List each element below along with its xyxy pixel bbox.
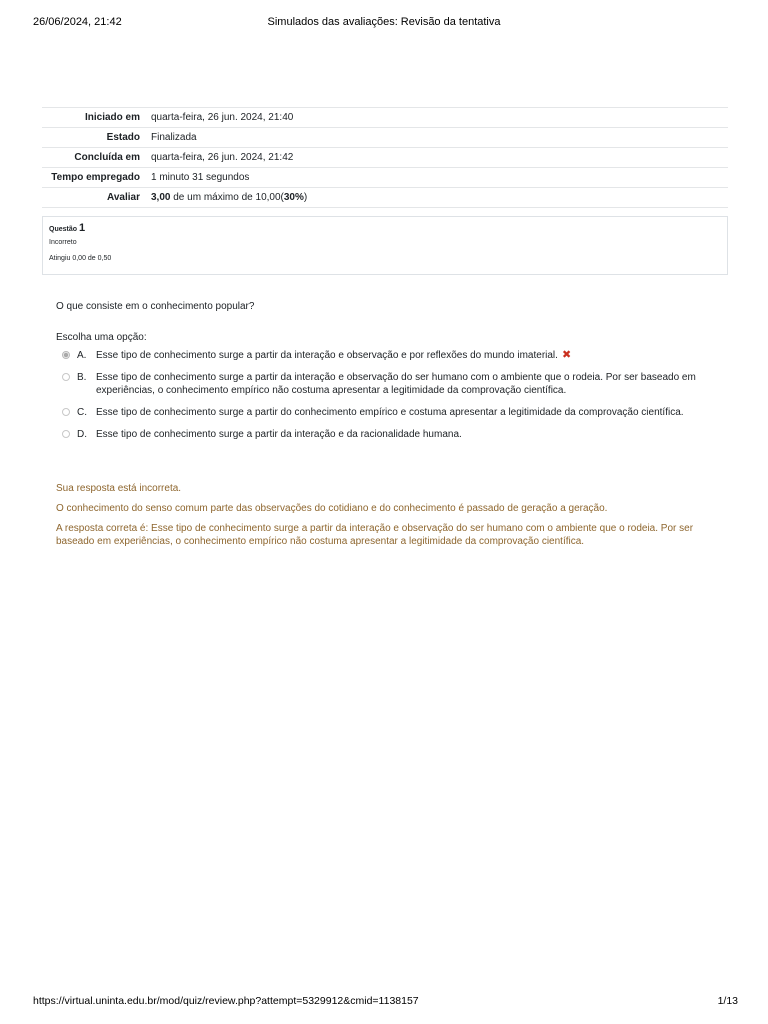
print-datetime: 26/06/2024, 21:42 xyxy=(33,16,122,28)
question-content xyxy=(56,300,716,450)
radio-selected-icon[interactable] xyxy=(62,351,70,359)
summary-value: 1 minuto 31 segundos xyxy=(146,168,728,188)
summary-row-state xyxy=(42,128,728,148)
print-page-title: Simulados das avaliações: Revisão da tentativa xyxy=(267,16,501,28)
answer-text: Esse tipo de conhecimento surge a partir da interação e observação do ser humano com o ambiente que o rodeia. Por ser baseado em experiências, o conhecimento empírico não costuma apresentar a legitimidade da comprovação científica. xyxy=(96,372,696,396)
answer-prompt: Escolha uma opção: xyxy=(56,332,147,343)
grade-value xyxy=(146,188,728,208)
grade-percent: 30% xyxy=(283,192,304,203)
answer-letter: A. xyxy=(77,350,87,361)
feedback-correct-answer: A resposta correta é: Esse tipo de conhecimento surge a partir da interação e observação do ser humano com o ambiente que o rodeia. Por ser baseado em experiências, o conhecimento empírico não costuma apresentar a legitimidade da comprovação científica. xyxy=(56,523,694,547)
grade-score: 3,00 xyxy=(151,192,171,203)
question-label: Questão xyxy=(49,226,78,233)
summary-label: Tempo empregado xyxy=(42,168,146,188)
summary-label: Iniciado em xyxy=(42,108,146,128)
answer-option-c[interactable] xyxy=(56,406,716,419)
summary-value: Finalizada xyxy=(146,128,728,148)
feedback-status: Sua resposta está incorreta. xyxy=(56,483,182,494)
radio-icon[interactable] xyxy=(62,430,70,438)
answer-text: Esse tipo de conhecimento surge a partir da interação e observação e por reflexões do mundo imaterial. xyxy=(96,350,558,361)
radio-icon[interactable] xyxy=(62,408,70,416)
feedback-general: O conhecimento do senso comum parte das observações do cotidiano e do conhecimento é passado de geração a geração. xyxy=(56,503,608,514)
summary-row-time-taken xyxy=(42,168,728,188)
print-header xyxy=(0,16,768,32)
question-number xyxy=(49,223,721,235)
feedback-section xyxy=(56,482,716,555)
radio-icon[interactable] xyxy=(62,373,70,381)
question-state: Incorreto xyxy=(49,239,77,246)
grade-close-paren: ) xyxy=(303,192,308,203)
grade-max-text: de um máximo de 10,00( xyxy=(170,192,284,203)
question-text: O que consiste em o conhecimento popular? xyxy=(56,301,255,312)
summary-label: Estado xyxy=(42,128,146,148)
answer-option-b[interactable] xyxy=(56,371,716,397)
answer-letter: C. xyxy=(77,407,87,418)
summary-value: quarta-feira, 26 jun. 2024, 21:42 xyxy=(146,148,728,168)
print-url: https://virtual.uninta.edu.br/mod/quiz/review.php?attempt=5329912&cmid=1138157 xyxy=(33,995,419,1007)
answer-option-a[interactable] xyxy=(56,349,716,362)
attempt-summary-table xyxy=(42,107,728,208)
summary-value: quarta-feira, 26 jun. 2024, 21:40 xyxy=(146,108,728,128)
summary-row-started xyxy=(42,108,728,128)
page-number: 1/13 xyxy=(717,995,738,1007)
question-info-box xyxy=(42,216,728,275)
summary-row-grade xyxy=(42,188,728,208)
summary-label: Avaliar xyxy=(42,188,146,208)
summary-label: Concluída em xyxy=(42,148,146,168)
answer-text: Esse tipo de conhecimento surge a partir do conhecimento empírico e costuma apresentar a legitimidade da comprovação científica. xyxy=(96,407,684,418)
answer-letter: D. xyxy=(77,429,87,440)
incorrect-icon: ✖ xyxy=(561,349,572,361)
answer-text: Esse tipo de conhecimento surge a partir da interação e da racionalidade humana. xyxy=(96,429,462,440)
answer-letter: B. xyxy=(77,372,87,383)
summary-row-completed xyxy=(42,148,728,168)
print-footer xyxy=(0,995,768,1011)
question-grade: Atingiu 0,00 de 0,50 xyxy=(49,255,112,262)
question-number-value: 1 xyxy=(78,222,86,234)
answer-option-d[interactable] xyxy=(56,428,716,441)
